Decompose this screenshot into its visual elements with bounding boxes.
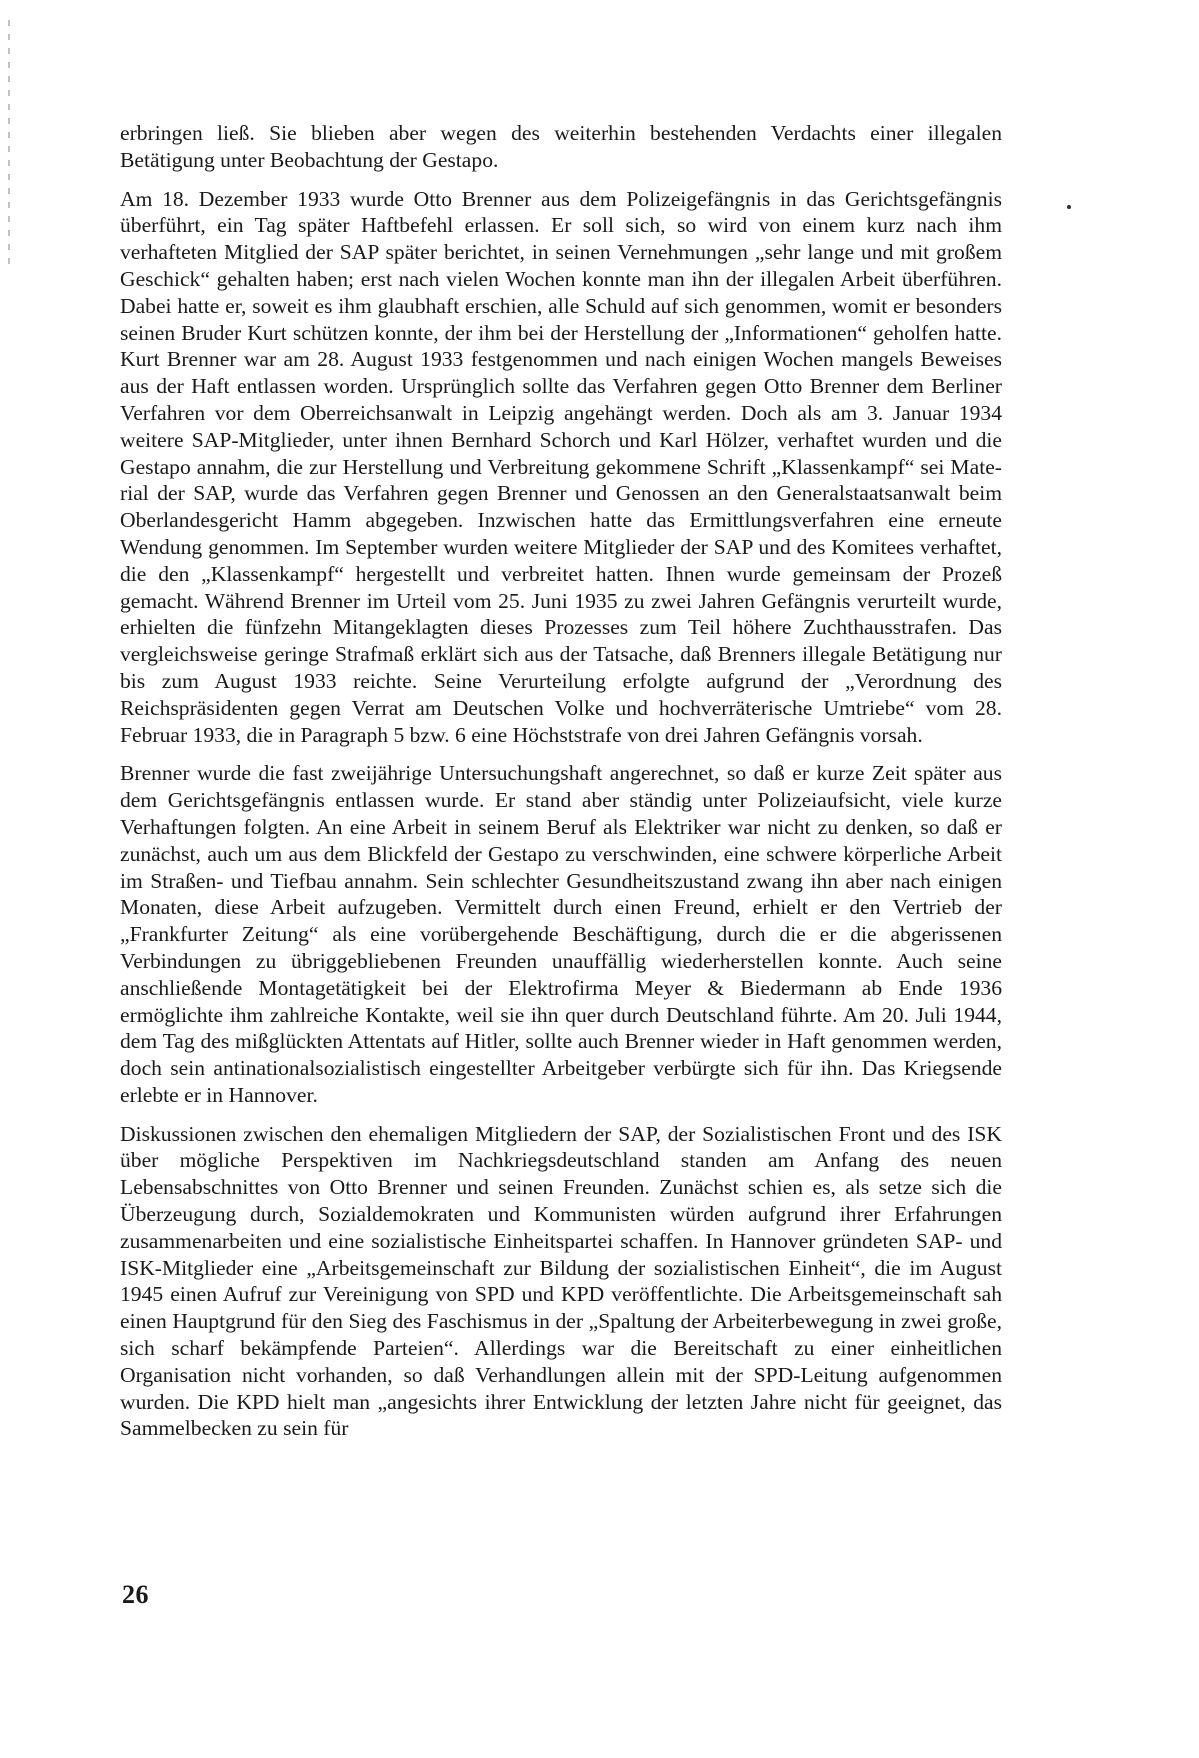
scan-edge-artifact [8,20,10,270]
paragraph-2: Am 18. Dezember 1933 wurde Otto Brenner aus dem Polizeigefängnis in das Gerichtsgefängnis überführt, ein Tag später Haftbefehl erlassen. Er soll sich, so wird von einem kurz nach ihm verhafteten Mitglied der SAP später berichtet, in seinen Vernehmungen „sehr lange und mit großem Geschick“ gehalten haben; erst nach vielen Wochen konnte man ihn der illegalen Arbeit überführen. Dabei hatte er, soweit es ihm glaubhaft erschien, alle Schuld auf sich genommen, womit er besonders seinen Bruder Kurt schützen konnte, der ihm bei der Herstellung der „Informationen“ geholfen hatte. Kurt Brenner war am 28. August 1933 festgenommen und nach einigen Wochen mangels Beweises aus der Haft entlassen worden. Ursprünglich sollte das Verfahren gegen Otto Brenner dem Berliner Verfahren vor dem Oberreichsanwalt in Leipzig angehängt werden. Doch als am 3. Januar 1934 weitere SAP-Mitglieder, unter ihnen Bernhard Schorch und Karl Hölzer, verhaftet wurden und die Gestapo annahm, die zur Herstellung und Verbreitung gekommene Schrift „Klassenkampf“ sei Material der SAP, wurde das Verfahren gegen Brenner und Genossen an den Generalstaatsanwalt beim Oberlandesgericht Hamm abgegeben. Inzwischen hatte das Ermittlungsverfahren eine erneute Wendung genommen. Im September wurden weitere Mitglieder der SAP und des Komitees verhaftet, die den „Klassenkampf“ hergestellt und verbreitet hatten. Ihnen wurde gemeinsam der Prozeß gemacht. Während Brenner im Urteil vom 25. Juni 1935 zu zwei Jahren Gefängnis verurteilt wurde, erhielten die fünfzehn Mitangeklagten dieses Prozesses zum Teil höhere Zuchthausstrafen. Das vergleichsweise geringe Strafmaß erklärt sich aus der Tatsache, daß Brenners illegale Betätigung nur bis zum August 1933 reichte. Seine Verurteilung erfolgte aufgrund der „Verordnung des Reichspräsidenten gegen Verrat am Deutschen Volke und hochverräterische Umtriebe“ vom 28. Februar 1933, die in Paragraph 5 bzw. 6 eine Höchststrafe von drei Jahren Gefängnis vorsah. [120,186,1002,747]
body-text [120,120,1002,1454]
paragraph-3: Brenner wurde die fast zweijährige Untersuchungshaft angerechnet, so daß er kurze Zeit später aus dem Gerichtsgefängnis entlassen wurde. Er stand aber ständig unter Polizeiaufsicht, viele kurze Verhaftungen folgten. An eine Arbeit in seinem Beruf als Elektriker war nicht zu denken, so daß er zunächst, auch um aus dem Blickfeld der Gestapo zu verschwinden, eine schwere körperliche Arbeit im Straßen- und Tiefbau annahm. Sein schlechter Gesundheitszustand zwang ihn aber nach einigen Monaten, diese Arbeit aufzugeben. Vermittelt durch einen Freund, erhielt er den Vertrieb der „Frankfurter Zeitung“ als eine vorübergehende Beschäftigung, durch die er die abgerissenen Verbindungen zu übriggebliebenen Freunden unauffällig wiederherstellen konnte. Auch seine anschließende Montagetätigkeit bei der Elektrofirma Meyer & Biedermann ab Ende 1936 ermöglichte ihm zahlreiche Kontakte, weil sie ihn quer durch Deutschland führte. Am 20. Juli 1944, dem Tag des mißglückten Attentats auf Hitler, sollte auch Brenner wieder in Haft genommen werden, doch sein antinationalsozialistisch eingestellter Arbeitgeber verbürgte sich für ihn. Das Kriegsende erlebte er in Hannover. [120,761,1002,1107]
page-number: 26 [122,1580,149,1609]
paragraph-1: erbringen ließ. Sie blieben aber wegen des weiterhin bestehenden Verdachts einer illegalen Betätigung unter Beobachtung der Gestapo. [120,121,1002,172]
paragraph-4: Diskussionen zwischen den ehemaligen Mitgliedern der SAP, der Sozialistischen Front und des ISK über mögliche Perspektiven im Nachkriegsdeutschland standen am Anfang des neuen Lebensabschnittes von Otto Brenner und seinen Freunden. Zunächst schien es, als setze sich die Überzeugung durch, Sozialdemokraten und Kommunisten würden aufgrund ihrer Erfahrungen zusammenarbeiten und eine sozialistische Einheitspartei schaffen. In Hannover gründeten SAP- und ISK-Mitglieder eine „Arbeitsgemeinschaft zur Bildung der sozialistischen Einheit“, die im August 1945 einen Aufruf zur Vereinigung von SPD und KPD veröffentlichte. Die Arbeitsgemeinschaft sah einen Hauptgrund für den Sieg des Faschismus in der „Spaltung der Arbeiterbewegung in zwei große, sich scharf bekämpfende Parteien“. Allerdings war die Bereitschaft zu einer einheitlichen Organisation nicht vorhanden, so daß Verhandlungen allein mit der SPD-Leitung aufgenommen wurden. Die KPD hielt man „angesichts ihrer Entwicklung der letzten Jahre nicht für geeignet, das Sammelbecken zu sein für [120,1121,1002,1441]
scan-speck [1067,205,1071,209]
